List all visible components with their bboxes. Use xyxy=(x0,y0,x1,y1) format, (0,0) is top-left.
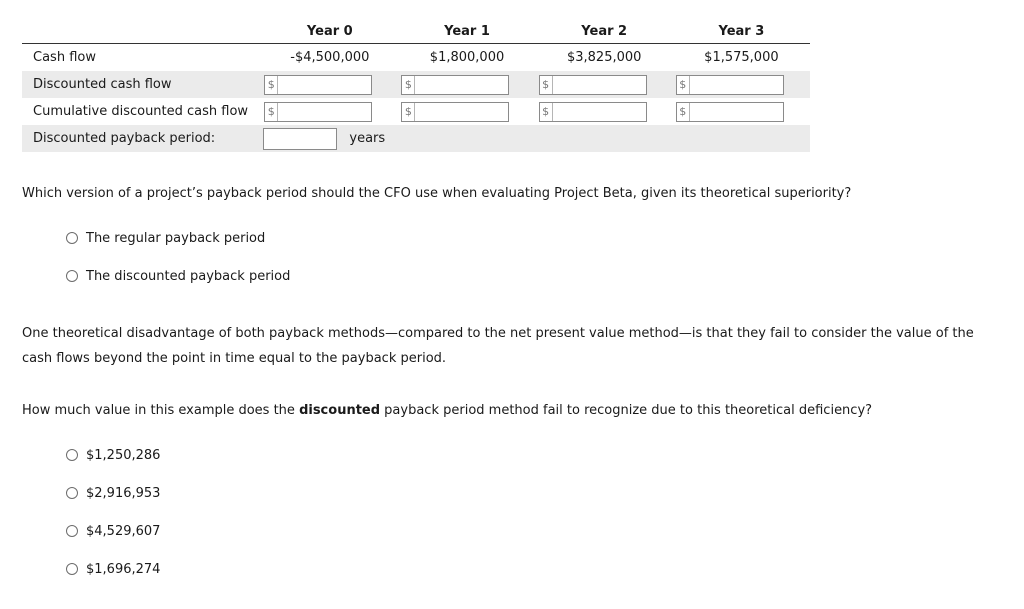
dcf-input-year-2[interactable] xyxy=(553,76,646,94)
question-1-text: Which version of a project’s payback period should the CFO use when evaluating Project Beta, given its theoretical superiority? xyxy=(22,186,852,201)
discounted-payback-row xyxy=(22,125,810,152)
dollar-sign-icon: $ xyxy=(402,76,415,94)
option-label: $1,696,274 xyxy=(86,561,161,577)
dollar-sign-icon: $ xyxy=(540,76,553,94)
dollar-sign-icon: $ xyxy=(677,103,690,121)
dcf-input-year-1[interactable] xyxy=(415,76,508,94)
option-discounted-payback[interactable] xyxy=(66,266,290,286)
cash-flow-year-0: -$4,500,000 xyxy=(290,50,370,65)
radio-button-icon[interactable] xyxy=(66,487,78,499)
dcf-input-year-3[interactable] xyxy=(690,76,783,94)
dcf-cell-year-2 xyxy=(536,71,673,98)
option-regular-payback[interactable] xyxy=(66,228,265,248)
dollar-sign-icon: $ xyxy=(540,103,553,121)
dcf-cell-year-0 xyxy=(261,71,398,98)
option-value-1[interactable] xyxy=(66,445,160,465)
dcf-input-year-2-box xyxy=(539,75,647,95)
dcf-input-year-3-box xyxy=(676,75,784,95)
cumulative-dcf-label: Cumulative discounted cash flow xyxy=(33,104,249,119)
dollar-sign-icon: $ xyxy=(677,76,690,94)
cdcf-input-year-1-box xyxy=(401,102,509,122)
option-value-4[interactable] xyxy=(66,559,160,579)
question-2-bold: discounted xyxy=(299,403,381,418)
header-blank xyxy=(22,20,261,44)
option-label: The regular payback period xyxy=(86,230,266,246)
radio-button-icon[interactable] xyxy=(66,563,78,575)
option-label: $4,529,607 xyxy=(86,523,161,539)
question-2-prefix: How much value in this example does the xyxy=(22,403,300,418)
dcf-cell-year-1 xyxy=(398,71,535,98)
cash-flow-label: Cash flow xyxy=(33,50,96,65)
header-year-1: Year 1 xyxy=(398,20,535,44)
cdcf-input-year-3[interactable] xyxy=(690,103,783,121)
dcf-input-year-0[interactable] xyxy=(278,76,371,94)
radio-button-icon[interactable] xyxy=(66,270,78,282)
cash-flow-row xyxy=(22,44,810,72)
header-year-2: Year 2 xyxy=(536,20,673,44)
cumulative-dcf-row xyxy=(22,98,810,125)
option-label: $2,916,953 xyxy=(86,485,161,501)
cdcf-input-year-2-box xyxy=(539,102,647,122)
cash-flow-year-2: $3,825,000 xyxy=(566,50,642,65)
dcf-cell-year-3 xyxy=(673,71,810,98)
radio-button-icon[interactable] xyxy=(66,449,78,461)
years-unit-label: years xyxy=(349,131,386,146)
cdcf-input-year-0[interactable] xyxy=(278,103,371,121)
dollar-sign-icon: $ xyxy=(265,76,278,94)
discounted-cash-flow-label: Discounted cash flow xyxy=(22,71,261,98)
cash-flow-table xyxy=(22,20,810,152)
header-year-0: Year 0 xyxy=(261,20,398,44)
cdcf-input-year-2[interactable] xyxy=(553,103,646,121)
option-value-3[interactable] xyxy=(66,521,160,541)
cdcf-input-year-3-box xyxy=(676,102,784,122)
dcf-input-year-0-box xyxy=(264,75,372,95)
dollar-sign-icon: $ xyxy=(265,103,278,121)
cdcf-cell-year-1 xyxy=(398,98,535,125)
option-label: The discounted payback period xyxy=(86,268,291,284)
discounted-payback-input[interactable] xyxy=(263,128,337,150)
option-value-2[interactable] xyxy=(66,483,160,503)
dcf-input-year-1-box xyxy=(401,75,509,95)
cash-flow-year-1: $1,800,000 xyxy=(429,50,505,65)
question-2-suffix: payback period method fail to recognize due to this theoretical deficiency? xyxy=(380,403,873,418)
cdcf-cell-year-3 xyxy=(673,98,810,125)
cash-flow-year-3: $1,575,000 xyxy=(704,50,779,65)
discounted-payback-cell xyxy=(261,125,810,152)
table-header-row xyxy=(22,20,810,44)
radio-button-icon[interactable] xyxy=(66,525,78,537)
question-2-text xyxy=(22,398,872,423)
option-label: $1,250,286 xyxy=(86,447,161,463)
discounted-cash-flow-row xyxy=(22,71,810,98)
discounted-payback-label: Discounted payback period: xyxy=(22,125,261,152)
dollar-sign-icon: $ xyxy=(402,103,415,121)
disadvantage-paragraph: One theoretical disadvantage of both payback methods—compared to the net present value method—is that they fail to consider the value of the cash flows beyond the point in time equal to the payback period. xyxy=(22,326,974,366)
cdcf-cell-year-2 xyxy=(536,98,673,125)
cdcf-input-year-0-box xyxy=(264,102,372,122)
header-year-3: Year 3 xyxy=(673,20,810,44)
cdcf-input-year-1[interactable] xyxy=(415,103,508,121)
radio-button-icon[interactable] xyxy=(66,232,78,244)
cdcf-cell-year-0 xyxy=(261,98,398,125)
